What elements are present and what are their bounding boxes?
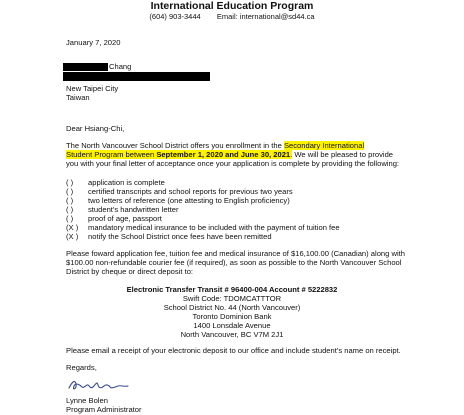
checklist-item: (X ) mandatory medical insurance to be included with the payment of tuition fee [66, 223, 340, 232]
intro-line-1: The North Vancouver School District offers you enrollment in the Secondary International [66, 141, 365, 150]
closing: Regards, [66, 363, 97, 372]
bank-street: 1400 Lonsdale Avenue [193, 321, 271, 330]
checkbox-mark: ( ) [66, 196, 74, 205]
checklist-item: ( ) two letters of reference (one attesting to English proficiency) [66, 196, 290, 205]
payment-line-1: Please foward application fee, tuition fee and medical insurance of $16,100.00 (Canadian) along with [66, 249, 405, 258]
checklist-item: ( ) proof of age, passport [66, 214, 162, 223]
checklist-item: (X ) notify the School District once fees have been remitted [66, 232, 272, 241]
signer-title: Program Administrator [66, 405, 142, 414]
swift-code: Swift Code: TDOMCATTTOR [182, 294, 282, 303]
program-dates: September 1, 2020 and June 30, 2021 [156, 150, 291, 159]
payment-line-3: District by cheque or direct deposit to: [66, 267, 194, 276]
payment-line-2: $100.00 non-refundable courier fee (if required), as soon as possible to the North Vancouver School [66, 258, 402, 267]
checkbox-mark: ( ) [66, 187, 74, 196]
intro-line-2: Student Program between September 1, 2020 and June 30, 2021. We will be pleased to provide [66, 150, 394, 159]
highlight: Student Program between September 1, 2020 and June 30, 2021. [66, 150, 293, 159]
recipient-country: Taiwan [66, 93, 90, 102]
handwritten-signature [66, 376, 136, 394]
salutation: Dear Hsiang-Chi, [66, 124, 125, 133]
checkbox-mark: ( ) [66, 205, 74, 214]
recipient-surname: Chang [109, 62, 132, 71]
recipient-city: New Taipei City [66, 84, 119, 93]
intro-line-3: you with your final letter of acceptance once your application is complete by providing the following: [66, 159, 400, 168]
checkbox-mark: (X ) [66, 223, 79, 232]
checkbox-mark: ( ) [66, 214, 74, 223]
redaction-bar [63, 72, 210, 81]
email-address: international@sd44.ca [239, 12, 315, 21]
bank-account-name: School District No. 44 (North Vancouver) [163, 303, 301, 312]
checklist-item: ( ) application is complete [66, 178, 165, 187]
phone-number: (604) 903-3444 [149, 12, 201, 21]
letterhead-contact [0, 12, 464, 21]
highlight: Secondary International [283, 141, 365, 150]
checklist-item: ( ) certified transcripts and school reports for previous two years [66, 187, 293, 196]
letter-date: January 7, 2020 [66, 38, 121, 47]
email-label: Email: [216, 12, 238, 21]
signer-name: Lynne Bolen [66, 396, 108, 405]
letterhead-title: International Education Program [150, 0, 314, 12]
checklist-item: ( ) student's handwritten letter [66, 205, 179, 214]
bank-city: North Vancouver, BC V7M 2J1 [180, 330, 284, 339]
bank-transfer-line: Electronic Transfer Transit # 96400-004 Account # 5222832 [126, 285, 338, 294]
checkbox-mark: ( ) [66, 178, 74, 187]
checkbox-mark: (X ) [66, 232, 79, 241]
bank-name: Toronto Dominion Bank [192, 312, 272, 321]
redaction-bar [63, 63, 108, 71]
receipt-note: Please email a receipt of your electronic deposit to our office and include student's name on receipt. [66, 346, 401, 355]
